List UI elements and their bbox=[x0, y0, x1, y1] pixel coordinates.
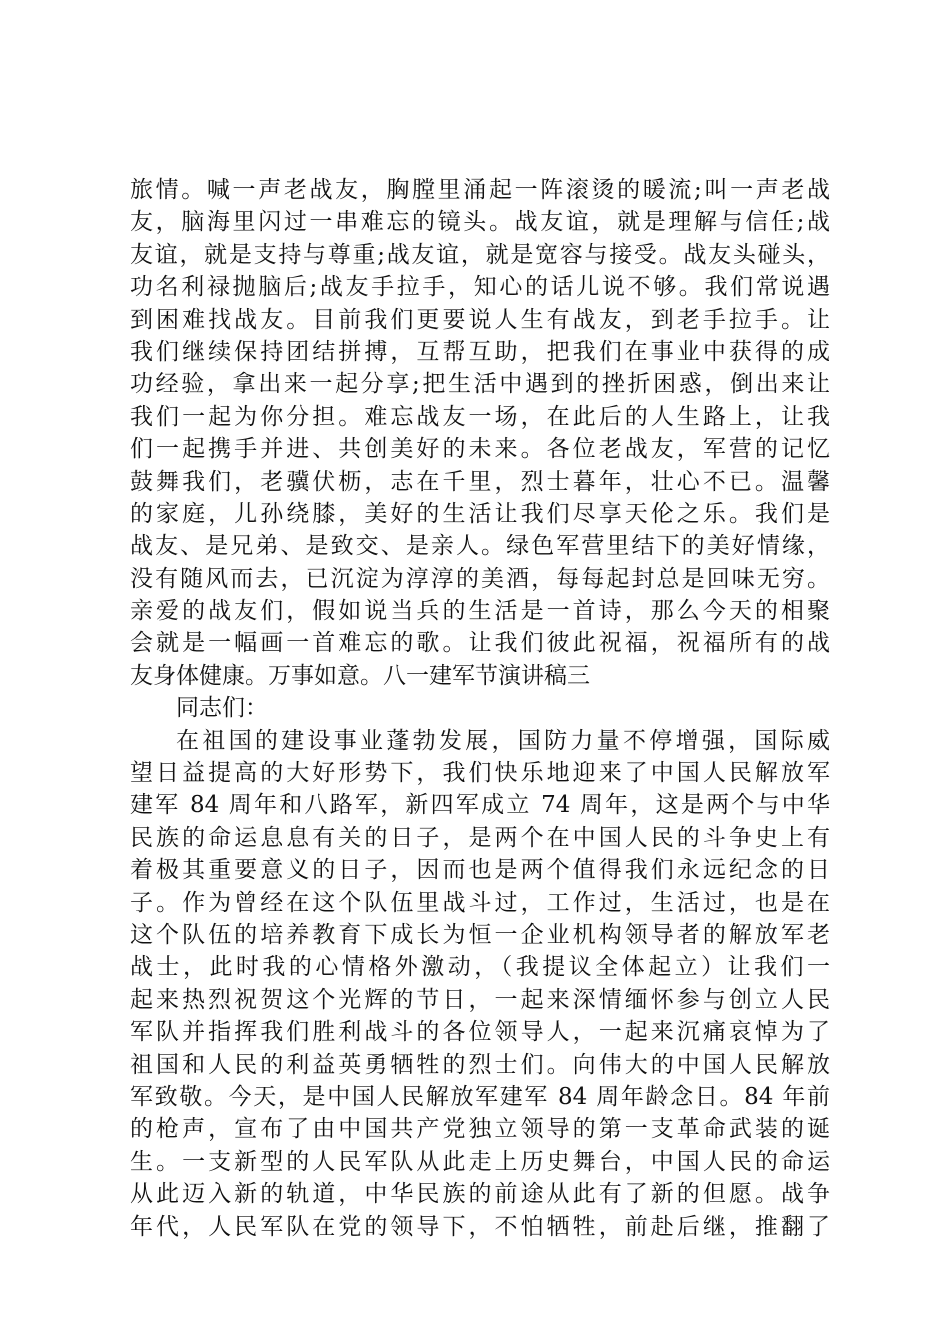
text-line: 的家庭，儿孙绕膝，美好的生活让我们尽享天伦之乐。我们是 bbox=[130, 500, 830, 527]
text-line: 这个队伍的培养教育下成长为恒一企业机构领导者的解放军老 bbox=[130, 921, 830, 948]
text-line: 鼓舞我们，老骥伏枥，志在千里，烈士暮年，壮心不已。温馨 bbox=[130, 468, 830, 495]
text-line: 友身体健康。万事如意。八一建军节演讲稿三 bbox=[130, 662, 590, 689]
text-line: 我们继续保持团结拼搏，互帮互助，把我们在事业中获得的成 bbox=[130, 338, 830, 365]
text-line: 功名利禄抛脑后;战友手拉手，知心的话儿说不够。我们常说遇 bbox=[130, 274, 830, 301]
text-line: 生。一支新型的人民军队从此走上历史舞台，中国人民的命运 bbox=[130, 1148, 830, 1175]
salutation: 同志们： bbox=[176, 695, 268, 722]
paragraph-first-line: 在祖国的建设事业蓬勃发展，国防力量不停增强，国际威 bbox=[176, 727, 830, 754]
body-text bbox=[130, 174, 830, 1243]
text-line: 我们一起为你分担。难忘战友一场，在此后的人生路上，让我 bbox=[130, 403, 830, 430]
text-line: 建军 84 周年和八路军，新四军成立 74 周年，这是两个与中华 bbox=[130, 792, 830, 819]
text-line: 祖国和人民的利益英勇牺牲的烈士们。向伟大的中国人民解放 bbox=[130, 1051, 830, 1078]
text-line: 望日益提高的大好形势下，我们快乐地迎来了中国人民解放军 bbox=[130, 760, 830, 787]
text-line: 的枪声，宣布了由中国共产党独立领导的第一支革命武装的诞 bbox=[130, 1116, 830, 1143]
text-line: 战士，此时我的心情格外激动，（我提议全体起立）让我们一 bbox=[130, 954, 830, 981]
text-line: 友谊，就是支持与尊重;战友谊，就是宽容与接受。战友头碰头， bbox=[130, 241, 830, 268]
text-line: 亲爱的战友们，假如说当兵的生活是一首诗，那么今天的相聚 bbox=[130, 598, 830, 625]
text-line: 到困难找战友。目前我们更要说人生有战友，到老手拉手。让 bbox=[130, 306, 830, 333]
text-line: 起来热烈祝贺这个光辉的节日，一起来深情缅怀参与创立人民 bbox=[130, 986, 830, 1013]
text-line: 从此迈入新的轨道，中华民族的前途从此有了新的但愿。战争 bbox=[130, 1181, 830, 1208]
text-line: 友，脑海里闪过一串难忘的镜头。战友谊，就是理解与信任;战 bbox=[130, 209, 830, 236]
text-line: 们一起携手并进、共创美好的未来。各位老战友，军营的记忆 bbox=[130, 436, 830, 463]
text-line: 军队并指挥我们胜利战斗的各位领导人，一起来沉痛哀悼为了 bbox=[130, 1019, 830, 1046]
text-line: 没有随风而去，已沉淀为淳淳的美酒，每每起封总是回味无穷。 bbox=[130, 565, 830, 592]
text-line: 会就是一幅画一首难忘的歌。让我们彼此祝福，祝福所有的战 bbox=[130, 630, 830, 657]
text-line: 着极其重要意义的日子，因而也是两个值得我们永远纪念的日 bbox=[130, 857, 830, 884]
text-line: 旅情。喊一声老战友，胸膛里涌起一阵滚烫的暖流;叫一声老战 bbox=[130, 177, 830, 203]
text-line: 战友、是兄弟、是致交、是亲人。绿色军营里结下的美好情缘， bbox=[130, 533, 830, 560]
text-line: 年代，人民军队在党的领导下，不怕牺牲，前赴后继，推翻了 bbox=[130, 1213, 830, 1240]
text-line: 民族的命运息息有关的日子，是两个在中国人民的斗争史上有 bbox=[130, 824, 830, 851]
text-line: 子。作为曾经在这个队伍里战斗过，工作过，生活过，也是在 bbox=[130, 889, 830, 916]
text-line: 军致敬。今天，是中国人民解放军建军 84 周年龄念日。84 年前 bbox=[130, 1083, 830, 1110]
text-line: 功经验，拿出来一起分享;把生活中遇到的挫折困惑，倒出来让 bbox=[130, 371, 830, 398]
